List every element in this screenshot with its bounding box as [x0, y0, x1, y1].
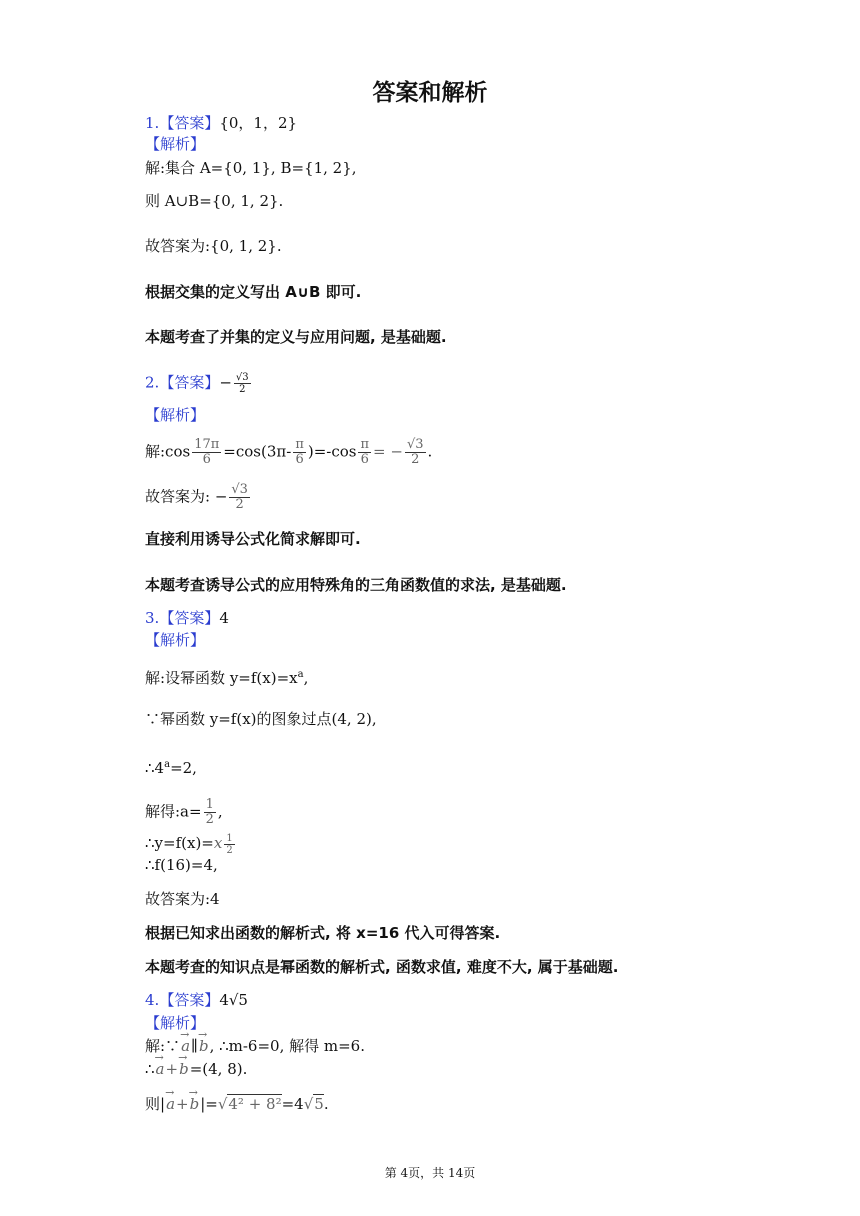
q3-answer: 4 [219, 609, 229, 627]
q3-line-1: 解:设幂函数 $y=f(x)=x^a$, [145, 669, 309, 687]
q2-answer-sign: − [219, 373, 232, 392]
q2-line-1: 解:cos $\frac{17\pi}{6}$ =cos(3π- $\frac{\pi}{6}$ )=-cos $\frac{\pi}{6}$ = − $\frac{√3}{2}$ . [145, 437, 433, 467]
q1-line-2: 则 A∪B={0, 1, 2}. [145, 192, 284, 210]
vector-b: → b [178, 1059, 190, 1079]
q4-radicand: 4² + 8² [228, 1095, 282, 1113]
q2-answer-line [145, 372, 253, 395]
q1-line-1: 解:集合 A={0, 1}, B={1, 2}, [145, 159, 357, 177]
q4-answer-tag: 【答案】 [159, 991, 220, 1009]
q4-answer-line [145, 990, 248, 1010]
q1-answer-tag: 【答案】 [159, 114, 220, 132]
q2-answer-frac: $\frac{√3}{2}$ [231, 482, 248, 512]
q3-line-5: ∴y=f(x)=x $\frac{1}{2}$ [145, 833, 233, 856]
q3-line-4: 解得:a= $\frac{1}{2}$ , [145, 797, 223, 827]
q1-answer-line [145, 113, 297, 133]
q4-answer: 4√5 [219, 991, 248, 1009]
q1-answer: {0，1，2} [219, 114, 298, 132]
q1-line-4: 根据交集的定义写出 A∪B 即可. [145, 283, 362, 301]
page-title: 答案和解析 [372, 80, 488, 106]
vector-a: → a [180, 1036, 191, 1056]
q1-line-3: 故答案为:{0, 1, 2}. [145, 237, 282, 255]
q3-answer-tag: 【答案】 [159, 609, 220, 627]
vector-a: → a [155, 1059, 166, 1079]
page-footer: 第 4页，共 14页 [384, 1166, 476, 1180]
vector-b: → b [189, 1094, 201, 1114]
q3-number: 3. [145, 609, 160, 627]
q2-answer-tag: 【答案】 [159, 373, 220, 392]
q2-frac-pi-6-a: $\frac{\pi}{6}$ [295, 437, 304, 467]
q2-frac-sqrt3-2: $\frac{√3}{2}$ [406, 437, 424, 467]
q2-analysis-tag: 【解析】 [145, 406, 206, 424]
q3-line-7: 故答案为:4 [145, 890, 220, 908]
q2-frac-17pi-6: $\frac{17\pi}{6}$ [194, 437, 220, 467]
vector-a: → a [165, 1094, 176, 1114]
q3-line-3: $\therefore 4^a=2$, [145, 759, 197, 777]
q3-exponent-frac: $\frac{1}{2}$ [226, 833, 233, 856]
q1-line-5: 本题考查了并集的定义与应用问题, 是基础题. [145, 328, 447, 346]
q3-frac-half: $\frac{1}{2}$ [205, 797, 214, 827]
q1-analysis-tag: 【解析】 [145, 135, 206, 153]
q2-line-2: 故答案为: − $\frac{√3}{2}$ [145, 482, 248, 512]
q4-analysis-tag: 【解析】 [145, 1014, 206, 1032]
q3-line-8: 根据已知求出函数的解析式, 将 x=16 代入可得答案. [145, 924, 501, 942]
q1-number: 1. [145, 114, 160, 132]
vector-b: → b [198, 1036, 210, 1056]
q4-line-3: 则|→ a+→ b|=√4² + 8²=4√5. [145, 1094, 329, 1114]
q3-line-9: 本题考查的知识点是幂函数的解析式, 函数求值, 难度不大, 属于基础题. [145, 958, 619, 976]
q2-number: 2. [145, 373, 160, 392]
q3-analysis-tag: 【解析】 [145, 631, 206, 649]
q2-line-4: 本题考查诱导公式的应用特殊角的三角函数值的求法, 是基础题. [145, 576, 567, 594]
q2-frac-pi-6-b: $\frac{\pi}{6}$ [360, 437, 370, 467]
q4-line-2: ∴→ a+→ b=(4, 8). [145, 1059, 247, 1079]
q2-line-3: 直接利用诱导公式化简求解即可. [145, 530, 361, 548]
q3-line-6: ∴f(16)=4, [145, 856, 218, 874]
q3-answer-line [145, 608, 229, 628]
q2-answer-fraction: $\frac{√3}{2}$ [235, 372, 249, 395]
q4-number: 4. [145, 991, 160, 1009]
q3-line-2: ∵幂函数 y=f(x)的图象过点(4, 2), [145, 710, 377, 728]
q4-line-1: 解:∵→ a∥→ b, ∴m-6=0, 解得 m=6. [145, 1036, 365, 1056]
